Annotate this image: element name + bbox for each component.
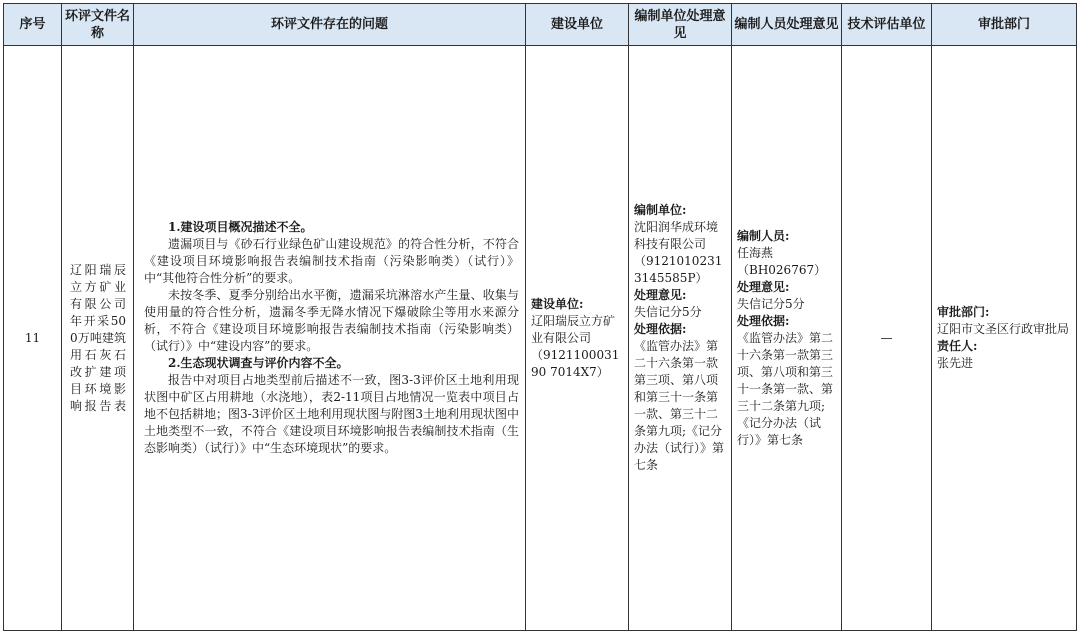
compiling-unit-label: 编制单位: — [634, 203, 687, 217]
construction-unit-label: 建设单位: — [531, 296, 584, 311]
construction-unit-code: （912110003190 7014X7） — [531, 347, 620, 379]
approval-dept-label: 审批部门: — [937, 305, 990, 319]
responsible-person-label: 责任人: — [937, 339, 978, 353]
compiling-opinion-label: 处理意见: — [634, 288, 687, 302]
cell-no: 11 — [4, 46, 62, 631]
cell-file-name: 辽阳瑞辰立方矿业有限公司年开采500万吨建筑用石灰石改扩建项目环境影响报告表 — [62, 46, 134, 631]
compiling-unit-name: 沈阳润华成环境科技有限公司 — [634, 220, 719, 251]
responsible-person-name: 张先进 — [937, 356, 974, 370]
compiling-basis: 《监管办法》第二十六条第一款第三项、第八项和第三十一条第一款、第三十二条第九项;《记分办法（试行）》第七条 — [634, 339, 725, 472]
header-tech-eval-unit: 技术评估单位 — [842, 4, 932, 46]
compiler-basis: 《监管办法》第二十六条第一款第三项、第八项和第三十一条第一款、第三十二条第九项;《记分办法（试行）》第七条 — [737, 330, 834, 447]
header-compiler-opinion: 编制人员处理意见 — [732, 4, 842, 46]
compiling-basis-label: 处理依据: — [634, 322, 687, 336]
approval-dept-name: 辽阳市文圣区行政审批局 — [937, 322, 1070, 336]
compiler-opinion: 失信记分5分 — [737, 296, 805, 311]
issue-text: 未按冬季、夏季分别给出水平衡，遗漏采坑淋溶水产生量、收集与使用量的符合性分析，遗漏冬季无降水情况下爆破除尘等用水来源分析，不符合《建设项目环境影响报告表编制技术指南（污染影响类）（试行）》中“建设内容”的要求。 — [144, 288, 519, 353]
cell-compiling-unit — [629, 46, 732, 631]
compiler-label: 编制人员: — [737, 228, 790, 243]
penalty-table — [3, 3, 1077, 631]
header-construction-unit: 建设单位 — [526, 4, 629, 46]
issue-heading-1: 1.建设项目概况描述不全。 — [168, 220, 313, 234]
cell-tech-eval-unit: — — [842, 46, 932, 631]
compiling-unit-code: （91210102313145585P） — [634, 254, 723, 285]
compiler-name: 任海燕 — [737, 245, 774, 260]
construction-unit-name: 辽阳瑞辰立方矿业有限公司 — [531, 313, 616, 345]
header-row — [4, 4, 1077, 46]
header-approval-dept: 审批部门 — [932, 4, 1077, 46]
cell-construction-unit — [526, 46, 629, 631]
issue-heading-2: 2.生态现状调查与评价内容不全。 — [168, 356, 349, 370]
header-file-name: 环评文件名称 — [62, 4, 134, 46]
cell-approval-dept — [932, 46, 1077, 631]
compiler-opinion-label: 处理意见: — [737, 279, 790, 294]
header-compiling-unit-opinion: 编制单位处理意见 — [629, 4, 732, 46]
table-row — [4, 46, 1077, 631]
compiler-code: （BH026767） — [737, 262, 827, 277]
issue-text: 遗漏项目与《砂石行业绿色矿山建设规范》的符合性分析，不符合《建设项目环境影响报告表编制技术指南（污染影响类）（试行）》中“其他符合性分析”的要求。 — [144, 237, 519, 285]
cell-issues — [134, 46, 526, 631]
header-no: 序号 — [4, 4, 62, 46]
issue-text: 报告中对项目占地类型前后描述不一致，图3-3评价区土地利用现状图中矿区占用耕地（水浇地），表2-11项目占地情况一览表中项目占地不包括耕地；图3-3评价区土地利用现状图与附图3土地利用现状图中土地类型不一致，不符合《建设项目环境影响报告表编制技术指南（生态影响类）（试行）》中“生态环境现状”的要求。 — [144, 373, 519, 455]
cell-compiler — [732, 46, 842, 631]
compiler-basis-label: 处理依据: — [737, 313, 790, 328]
compiling-opinion: 失信记分5分 — [634, 305, 702, 319]
header-issues: 环评文件存在的问题 — [134, 4, 526, 46]
